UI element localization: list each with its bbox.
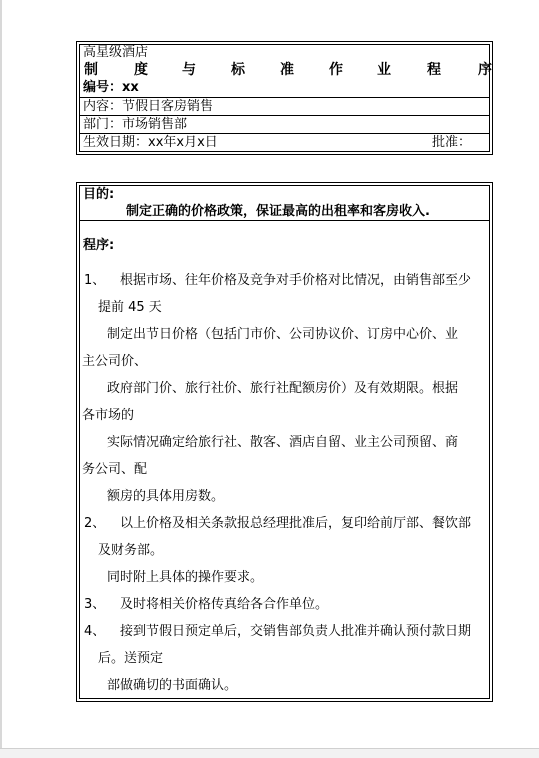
procedure-line: 根据市场、往年价格及竞争对手价格对比情况，由销售部至少 — [120, 273, 472, 288]
procedure-line: 额房的具体用房数。 — [107, 489, 225, 504]
procedure-line: 及财务部。 — [98, 543, 164, 558]
procedure-line: 部做确切的书面确认。 — [107, 678, 238, 693]
procedure-label: 程序: — [83, 238, 115, 253]
effective-date: 生效日期：xx年x月x日 — [83, 135, 218, 150]
title-char: 作 — [329, 62, 343, 78]
procedure-line: 后。送预定 — [98, 651, 164, 666]
department-row: 部门：市场销售部 — [80, 115, 489, 134]
procedure-line: 政府部门价、旅行社价、旅行社配额房价）及有效期限。根据 — [107, 381, 459, 396]
step-number-1: 1、 — [84, 273, 106, 288]
step-number-3: 3、 — [84, 597, 106, 612]
procedure-line: 及时将相关价格传真给各合作单位。 — [120, 597, 329, 612]
procedure-line: 以上价格及相关条款报总经理批准后，复印给前厅部、餐饮部 — [120, 516, 472, 531]
purpose-section — [80, 186, 489, 221]
procedure-line: 主公司价、 — [82, 354, 148, 369]
approval-label: 批准： — [432, 135, 472, 150]
title-char: 度 — [134, 62, 148, 78]
procedure-box — [76, 182, 493, 702]
title-char: 标 — [231, 62, 245, 78]
title-char: 准 — [280, 62, 294, 78]
procedure-line: 实际情况确定给旅行社、散客、酒店自留、业主公司预留、商 — [107, 435, 459, 450]
procedure-box-inner — [79, 185, 490, 699]
hotel-name: 高星级酒店 — [83, 45, 149, 60]
procedure-line: 同时附上具体的操作要求。 — [107, 570, 264, 585]
window-bottom-edge — [0, 748, 539, 758]
title-char: 业 — [377, 62, 391, 78]
procedure-line: 制定出节日价格（包括门市价、公司协议价、订房中心价、业 — [107, 327, 459, 342]
purpose-label: 目的: — [83, 187, 115, 202]
procedure-line: 务公司、配 — [82, 462, 148, 477]
title-char: 序 — [478, 62, 492, 78]
purpose-text: 制定正确的价格政策，保证最高的出租率和客房收入. — [126, 204, 430, 219]
step-number-2: 2、 — [84, 516, 106, 531]
procedure-line: 提前 45 天 — [98, 300, 162, 315]
step-number-4: 4、 — [84, 624, 106, 639]
title-char: 与 — [182, 62, 196, 78]
content-row: 内容：节假日客房销售 — [80, 97, 489, 116]
title-char: 程 — [427, 62, 441, 78]
header-table-inner — [79, 44, 490, 152]
document-title — [80, 61, 492, 79]
document-code: 编号：xx — [83, 80, 139, 95]
procedure-line: 各市场的 — [82, 408, 135, 423]
title-char: 制 — [84, 62, 98, 78]
effective-date-row — [80, 133, 489, 152]
header-table — [76, 41, 493, 155]
window-left-edge — [0, 0, 2, 757]
procedure-line: 接到节假日预定单后，交销售部负责人批准并确认预付款日期 — [120, 624, 472, 639]
